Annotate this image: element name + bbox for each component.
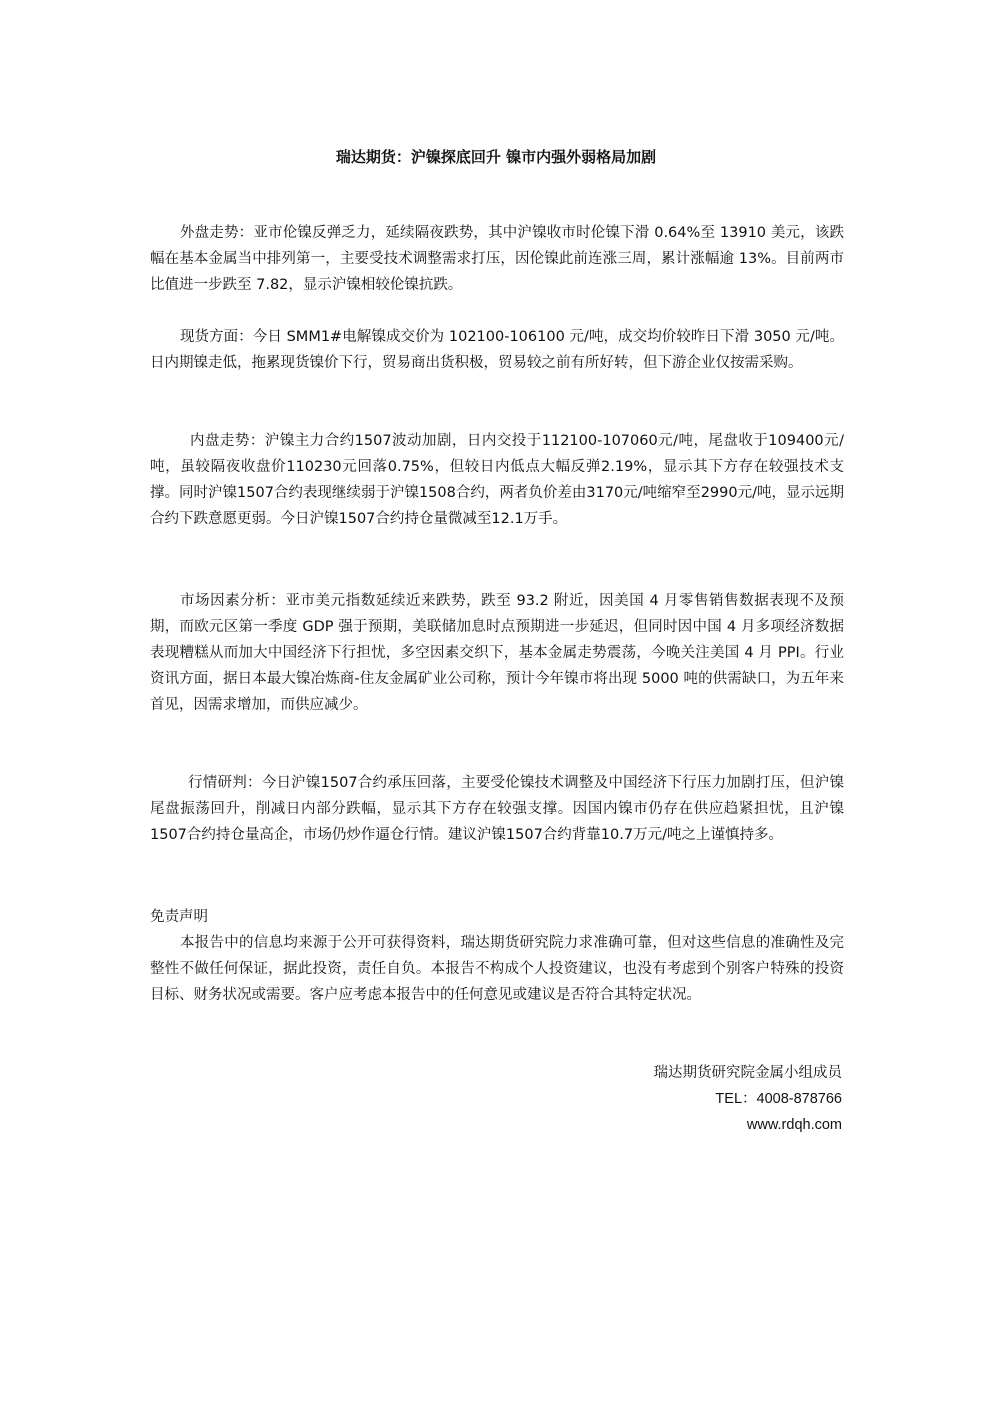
signature-phone: TEL：4008-878766: [715, 1091, 842, 1107]
signature-website: www.rdqh.com: [746, 1117, 842, 1133]
disclaimer-heading: 免责声明: [150, 909, 208, 925]
signature-org: 瑞达期货研究院金属小组成员: [653, 1065, 842, 1081]
paragraph-overseas-market: 外盘走势：亚市伦镍反弹乏力，延续隔夜跌势，其中沪镍收市时伦镍下滑 0.64%至 13910 美元，该跌幅在基本金属当中排列第一，主要受技术调整需求打压，因伦镍此前连涨三周，累计涨幅逾 13%。目前两市比值进一步跌至 7.82，显示沪镍相较伦镍抗跌。: [150, 225, 844, 293]
paragraph-market-factors: 市场因素分析：亚市美元指数延续近来跌势，跌至 93.2 附近，因美国 4 月零售销售数据表现不及预期，而欧元区第一季度 GDP 强于预期，美联储加息时点预期进一步延迟，但同时因中国 4 月多项经济数据表现糟糕从而加大中国经济下行担忧，多空因素交织下，基本金属走势震荡，今晚关注美国 4 月 PPI。行业资讯方面，据日本最大镍冶炼商-住友金属矿业公司称，预计今年镍市将出现 5000 吨的供需缺口，为五年来首见，因需求增加，而供应减少。: [150, 593, 844, 713]
disclaimer-text: 本报告中的信息均来源于公开可获得资料，瑞达期货研究院力求准确可靠，但对这些信息的准确性及完整性不做任何保证，据此投资，责任自负。本报告不构成个人投资建议，也没有考虑到个别客户特殊的投资目标、财务状况或需要。客户应考虑本报告中的任何意见或建议是否符合其特定状况。: [150, 935, 844, 1003]
paragraph-spot-market: 现货方面：今日 SMM1#电解镍成交价为 102100-106100 元/吨，成交均价较昨日下滑 3050 元/吨。日内期镍走低，拖累现货镍价下行，贸易商出货积极，贸易较之前有所好转，但下游企业仅按需采购。: [150, 329, 844, 371]
document-title: 瑞达期货：沪镍探底回升 镍市内强外弱格局加剧: [335, 148, 657, 166]
paragraph-domestic-market: 内盘走势：沪镍主力合约1507波动加剧，日内交投于112100-107060元/吨，尾盘收于109400元/吨，虽较隔夜收盘价110230元回落0.75%，但较日内低点大幅反弹2.19%，显示其下方存在较强技术支撑。同时沪镍1507合约表现继续弱于沪镍1508合约，两者负价差由3170元/吨缩窄至2990元/吨，显示远期合约下跌意愿更弱。今日沪镍1507合约持仓量微减至12.1万手。: [150, 433, 844, 527]
paragraph-market-outlook: 行情研判：今日沪镍1507合约承压回落，主要受伦镍技术调整及中国经济下行压力加剧打压，但沪镍尾盘振荡回升，削减日内部分跌幅，显示其下方存在较强支撑。因国内镍市仍存在供应趋紧担忧，且沪镍1507合约持仓量高企，市场仍炒作逼仓行情。建议沪镍1507合约背靠10.7万元/吨之上谨慎持多。: [150, 775, 844, 843]
